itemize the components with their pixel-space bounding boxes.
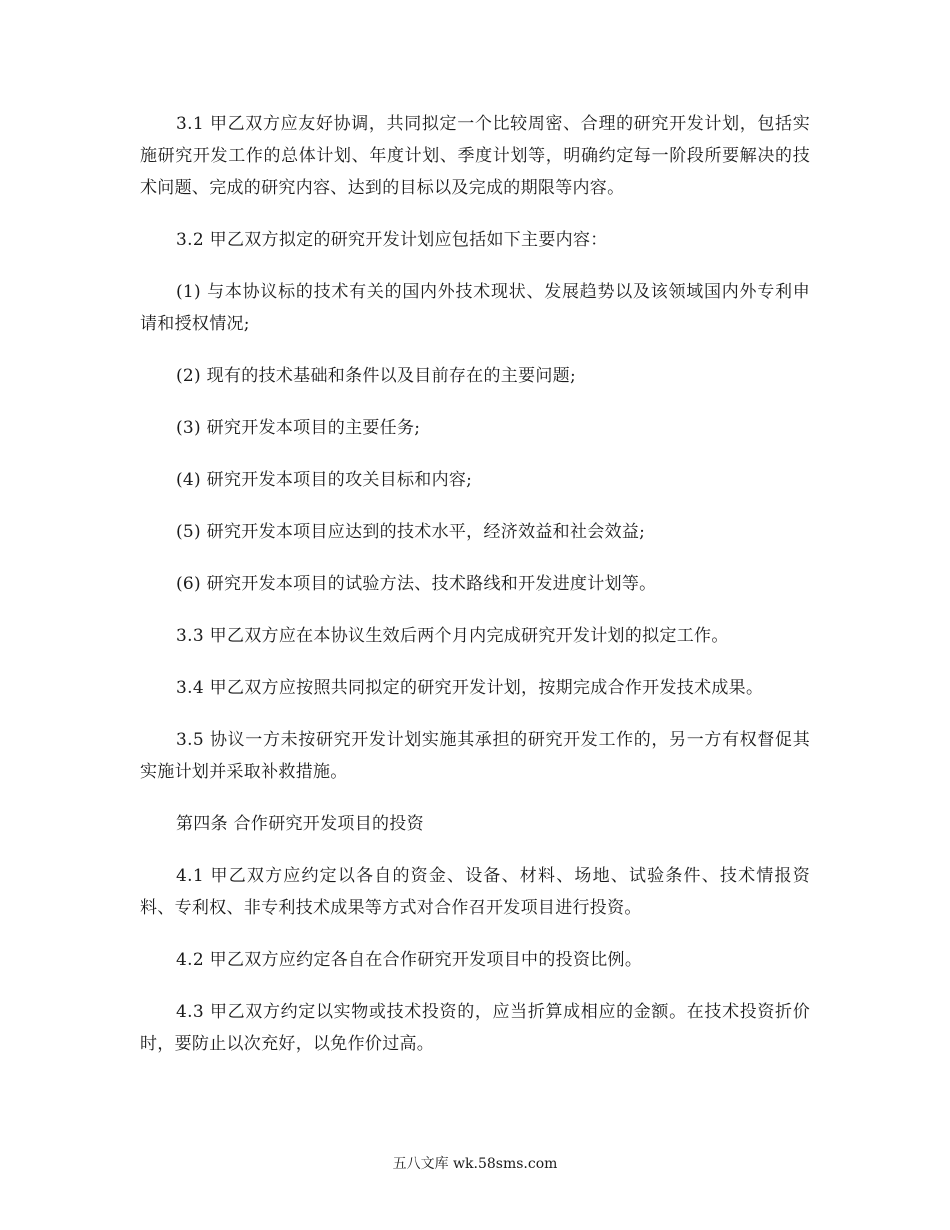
list-item-5: (5) 研究开发本项目应达到的技术水平，经济效益和社会效益; [176,522,646,542]
list-item-2: (2) 现有的技术基础和条件以及目前存在的主要问题; [176,366,577,386]
paragraph-3-3: 3.3 甲乙双方应在本协议生效后两个月内完成研究开发计划的拟定工作。 [176,626,729,646]
paragraph-4-2: 4.2 甲乙双方应约定各自在合作研究开发项目中的投资比例。 [176,950,643,970]
list-item-6: (6) 研究开发本项目的试验方法、技术路线和开发进度计划等。 [176,574,657,594]
paragraph-3-5: 3.5 协议一方未按研究开发计划实施其承担的研究开发工作的，另一方有权督促其实施计划并采取补救措施。 [140,730,810,782]
paragraph-3-1: 3.1 甲乙双方应友好协调，共同拟定一个比较周密、合理的研究开发计划，包括实施研究开发工作的总体计划、年度计划、季度计划等，明确约定每一阶段所要解决的技术问题、完成的研究内容、达到的目标以及完成的期限等内容。 [140,114,810,198]
list-item-3: (3) 研究开发本项目的主要任务; [176,418,421,438]
paragraph-4-1: 4.1 甲乙双方应约定以各自的资金、设备、材料、场地、试验条件、技术情报资料、专利权、非专利技术成果等方式对合作召开发项目进行投资。 [140,866,810,918]
list-item-1: (1) 与本协议标的技术有关的国内外技术现状、发展趋势以及该领域国内外专利申请和授权情况; [140,282,810,334]
paragraph-4-3: 4.3 甲乙双方约定以实物或技术投资的，应当折算成相应的金额。在技术投资折价时，要防止以次充好，以免作价过高。 [140,1002,810,1054]
page-footer: 五八文库 wk.58sms.com [392,1156,558,1172]
list-item-4: (4) 研究开发本项目的攻关目标和内容; [176,470,473,490]
paragraph-3-2: 3.2 甲乙双方拟定的研究开发计划应包括如下主要内容： [176,230,608,250]
paragraph-3-4: 3.4 甲乙双方应按照共同拟定的研究开发计划，按期完成合作开发技术成果。 [176,678,764,698]
document-body [140,108,810,1080]
section-heading-article-4: 第四条 合作研究开发项目的投资 [176,814,424,834]
